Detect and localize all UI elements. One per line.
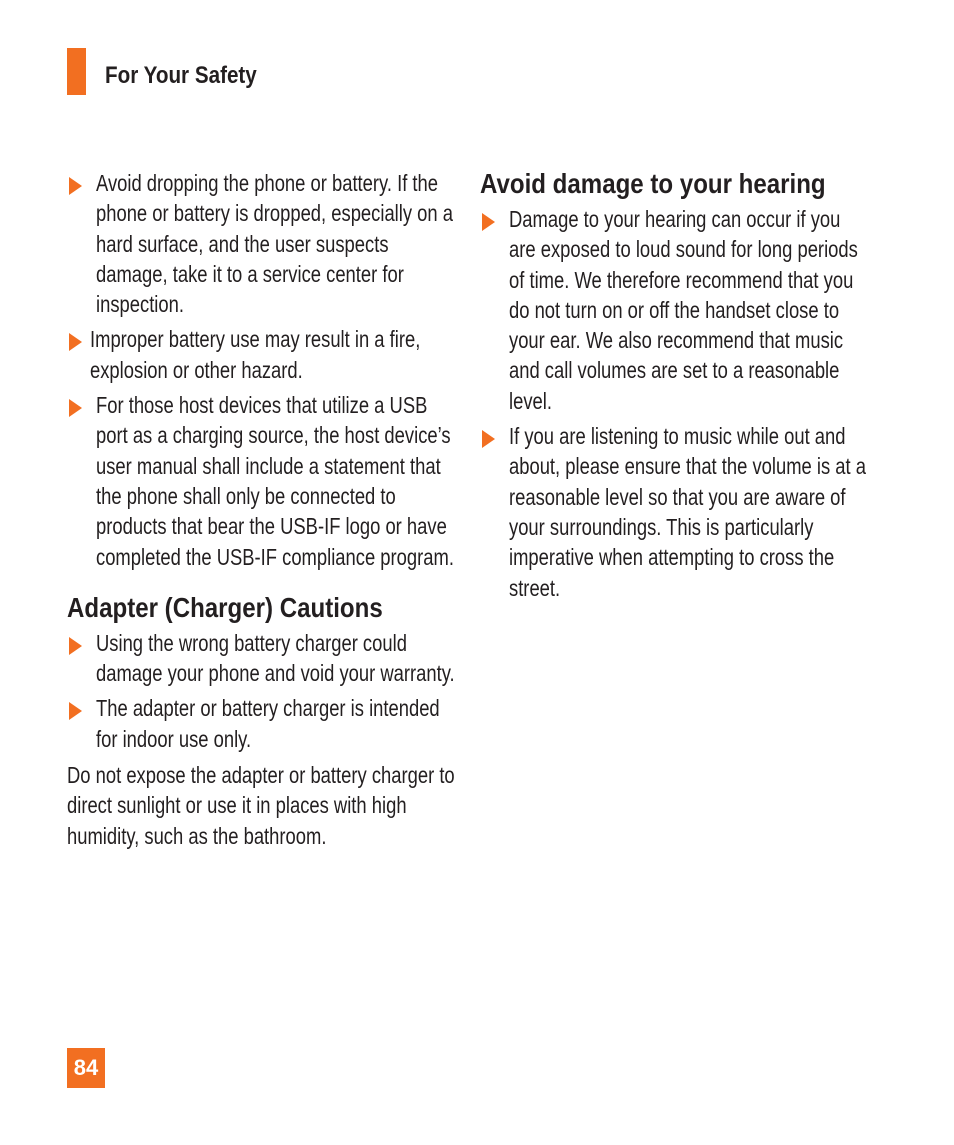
- bullet-arrow-icon: [69, 702, 82, 720]
- right-column: [480, 168, 870, 608]
- adapter-paragraph: Do not expose the adapter or battery charger to direct sunlight or use it in places with high humidity, such as the bathroom.: [67, 762, 455, 849]
- bullet-arrow-icon: [69, 399, 82, 417]
- list-item-text: If you are listening to music while out and about, please ensure that the volume is at a reasonable level so that you are aware of your surroundings. This is particularly imperative when attempting to cross the street.: [509, 423, 866, 601]
- list-item: [67, 168, 457, 319]
- list-item-text: Improper battery use may result in a fire, explosion or other hazard.: [90, 326, 421, 383]
- header-accent-bar: [67, 48, 86, 95]
- list-item: [480, 204, 870, 416]
- hearing-section-title: Avoid damage to your hearing: [480, 168, 826, 199]
- list-item: [480, 421, 870, 603]
- list-item: [67, 390, 457, 572]
- bullet-arrow-icon: [69, 333, 82, 351]
- bullet-arrow-icon: [69, 637, 82, 655]
- list-item-text: Using the wrong battery charger could damage your phone and void your warranty.: [96, 629, 455, 687]
- list-item-text: The adapter or battery charger is intended for indoor use only.: [96, 695, 440, 752]
- list-item: [67, 693, 457, 754]
- page-header-title: For Your Safety: [105, 62, 257, 89]
- list-item: [67, 324, 457, 385]
- list-item: [67, 628, 457, 689]
- bullet-arrow-icon: [482, 213, 495, 231]
- bullet-arrow-icon: [69, 177, 82, 195]
- list-item-text: For those host devices that utilize a USB port as a charging source, the host device’s user manual shall include a statement that the phone shall only be connected to products that bear the USB-IF logo or have completed the USB-IF compliance program.: [96, 392, 454, 570]
- left-column: [67, 168, 457, 851]
- bullet-arrow-icon: [482, 430, 495, 448]
- list-item-text: Avoid dropping the phone or battery. If the phone or battery is dropped, especially on a hard surface, and the user suspects damage, take it to a service center for inspection.: [96, 170, 453, 318]
- list-item-text: Damage to your hearing can occur if you are exposed to loud sound for long periods of time. We therefore recommend that you do not turn on or off the handset close to your ear. We also recommend that music and call volumes are set to a reasonable level.: [509, 206, 858, 414]
- adapter-section-title: Adapter (Charger) Cautions: [67, 591, 383, 623]
- page-number: 84: [67, 1048, 105, 1088]
